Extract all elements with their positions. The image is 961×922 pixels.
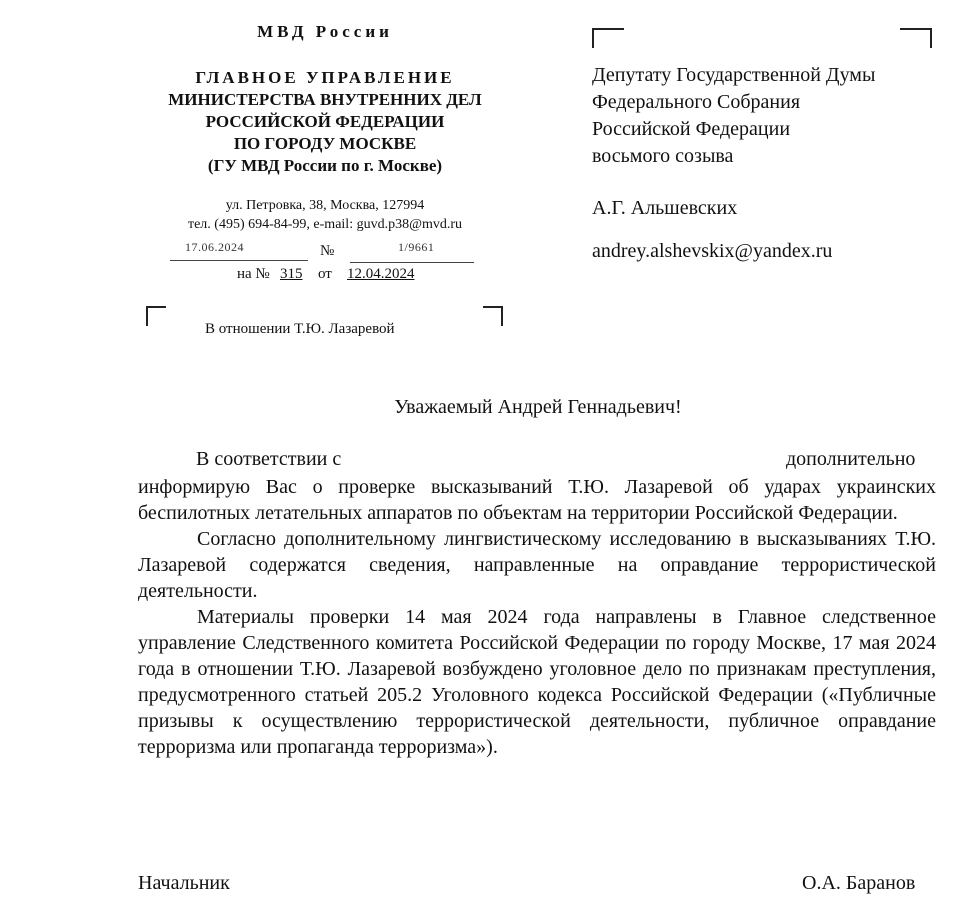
registration-date: 17.06.2024	[185, 240, 244, 254]
addressee-line-2: Федерального Собрания	[592, 91, 801, 113]
reg-date-line	[170, 260, 308, 261]
dept-line-2: МИНИСТЕРСТВА ВНУТРЕННИХ ДЕЛ	[168, 90, 482, 109]
dept-line-1: ГЛАВНОЕ УПРАВЛЕНИЕ	[195, 68, 455, 87]
reg-number-line	[350, 262, 474, 263]
signatory-position: Начальник	[138, 872, 230, 894]
registration-number: 1/9661	[398, 240, 435, 254]
reference-number: 315	[280, 266, 303, 282]
dept-contacts: тел. (495) 694-84-99, e-mail: guvd.p38@mvd.ru	[187, 217, 463, 232]
greeting: Уважаемый Андрей Геннадьевич!	[394, 396, 682, 418]
paragraph-1-start: В соответствии с	[196, 448, 342, 470]
dept-line-3: РОССИЙСКОЙ ФЕДЕРАЦИИ	[205, 112, 445, 131]
reg-number-label: №	[320, 243, 335, 259]
addressee-email: andrey.alshevskix@yandex.ru	[592, 240, 833, 262]
ministry-title: МВД России	[257, 22, 393, 41]
paragraph-2: Согласно дополнительному лингвистическому исследованию в высказываниях Т.Ю. Лазаревой содержатся сведения, направленные на оправдание террористической деятельности.	[138, 528, 936, 602]
addressee-block	[592, 62, 875, 170]
letter-body	[138, 474, 936, 760]
reference-date: 12.04.2024	[347, 266, 415, 282]
paragraph-3: Материалы проверки 14 мая 2024 года направлены в Главное следственное управление Следственного комитета Российской Федерации по городу Москве, 17 мая 2024 года в отношении Т.Ю. Лазаревой возбуждено уголовное дело по признакам преступления, предусмотренного статьей 205.2 Уголовного кодекса Российской Федерации («Публичные призывы к осуществлению террористической деятельности, публичное оправдание терроризма или пропаганда терроризма»).	[138, 606, 936, 758]
paragraph-1: информирую Вас о проверке высказываний Т.Ю. Лазаревой об ударах украинских беспилотных летательных аппаратов по объектам на территории Российской Федерации.	[138, 476, 936, 524]
signatory-name: О.А. Баранов	[802, 872, 916, 894]
letter-subject: В отношении Т.Ю. Лазаревой	[205, 321, 395, 337]
dept-address: ул. Петровка, 38, Москва, 127994	[225, 198, 425, 213]
addressee-line-3: Российской Федерации	[592, 118, 791, 140]
addressee-line-4: восьмого созыва	[592, 145, 734, 167]
dept-line-4: ПО ГОРОДУ МОСКВЕ	[233, 134, 417, 153]
subject-bracket-left	[146, 306, 166, 326]
reference-from-label: от	[318, 266, 332, 282]
addressee-line-1: Депутату Государственной Думы	[592, 64, 876, 86]
paragraph-1-end-word: дополнительно	[786, 448, 916, 470]
addressee-name: А.Г. Альшевских	[592, 197, 738, 219]
addressee-bracket-right	[900, 28, 932, 48]
reference-label: на №	[237, 266, 270, 282]
subject-bracket-right	[483, 306, 503, 326]
dept-line-5: (ГУ МВД России по г. Москве)	[207, 156, 443, 175]
addressee-bracket-left	[592, 28, 624, 48]
